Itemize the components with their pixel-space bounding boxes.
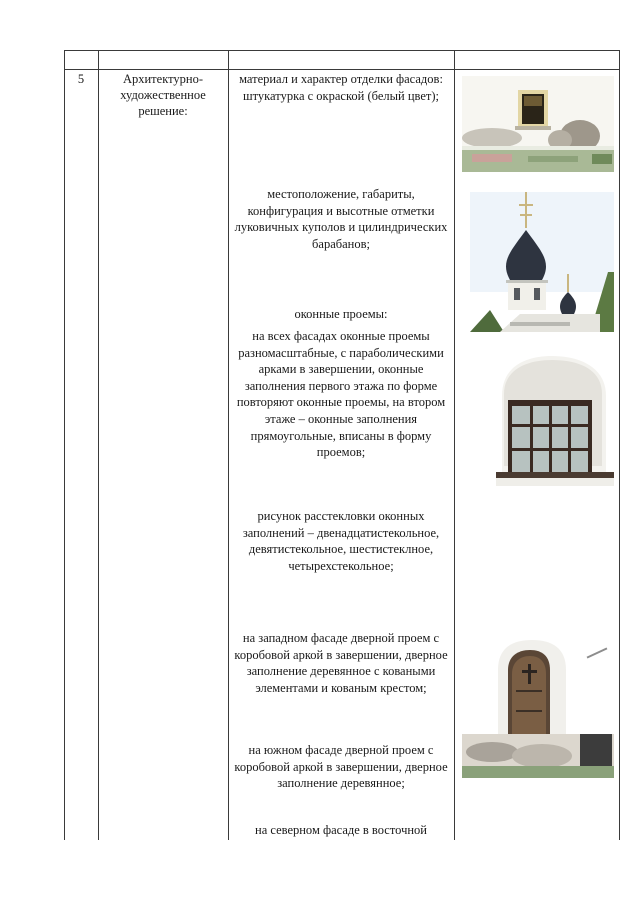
row-title: Архитектурно-художественное решение: xyxy=(120,72,206,118)
arched-window-photo xyxy=(496,356,614,486)
description-paragraph: материал и характер отделки фасадов: штукатурка с окраской (белый цвет); xyxy=(239,72,443,103)
header-row-border xyxy=(64,69,620,70)
arched-door-photo xyxy=(462,630,614,778)
domes-photo xyxy=(470,192,614,332)
description-paragraph: на южном фасаде дверной проем с коробовой аркой в завершении, дверное заполнение деревянное; xyxy=(234,743,448,791)
table-left-border xyxy=(64,50,65,840)
table-right-border xyxy=(619,50,620,840)
column-divider-1 xyxy=(98,50,99,840)
table-top-border xyxy=(64,50,620,51)
description-paragraph: рисунок расстекловки оконных заполнений – двенадцатистекольное, девятистекольное, шестистеклное, четырехстекольное; xyxy=(242,509,440,573)
column-divider-3 xyxy=(454,50,455,840)
column-divider-2 xyxy=(228,50,229,840)
row-number: 5 xyxy=(77,72,85,86)
description-paragraph: на западном фасаде дверной проем с коробовой аркой в завершении, дверное заполнение деревянное с коваными элементами и кованым крестом; xyxy=(234,631,448,695)
description-paragraph: местоположение, габариты, конфигурация и высотные отметки луковичных куполов и цилиндрических барабанов; xyxy=(234,187,448,251)
description-paragraph: на всех фасадах оконные проемы разномасштабные, с параболическими арками в завершении, оконные заполнения первого этажа по форме повторяют оконные проемы, на втором этаже – оконные заполнения прямоугольные, вписаны в форму проемов; xyxy=(236,329,446,460)
facade-wall-photo xyxy=(462,76,614,172)
description-paragraph: на северном фасаде в восточной xyxy=(255,823,427,837)
description-paragraph: оконные проемы: xyxy=(294,307,388,321)
